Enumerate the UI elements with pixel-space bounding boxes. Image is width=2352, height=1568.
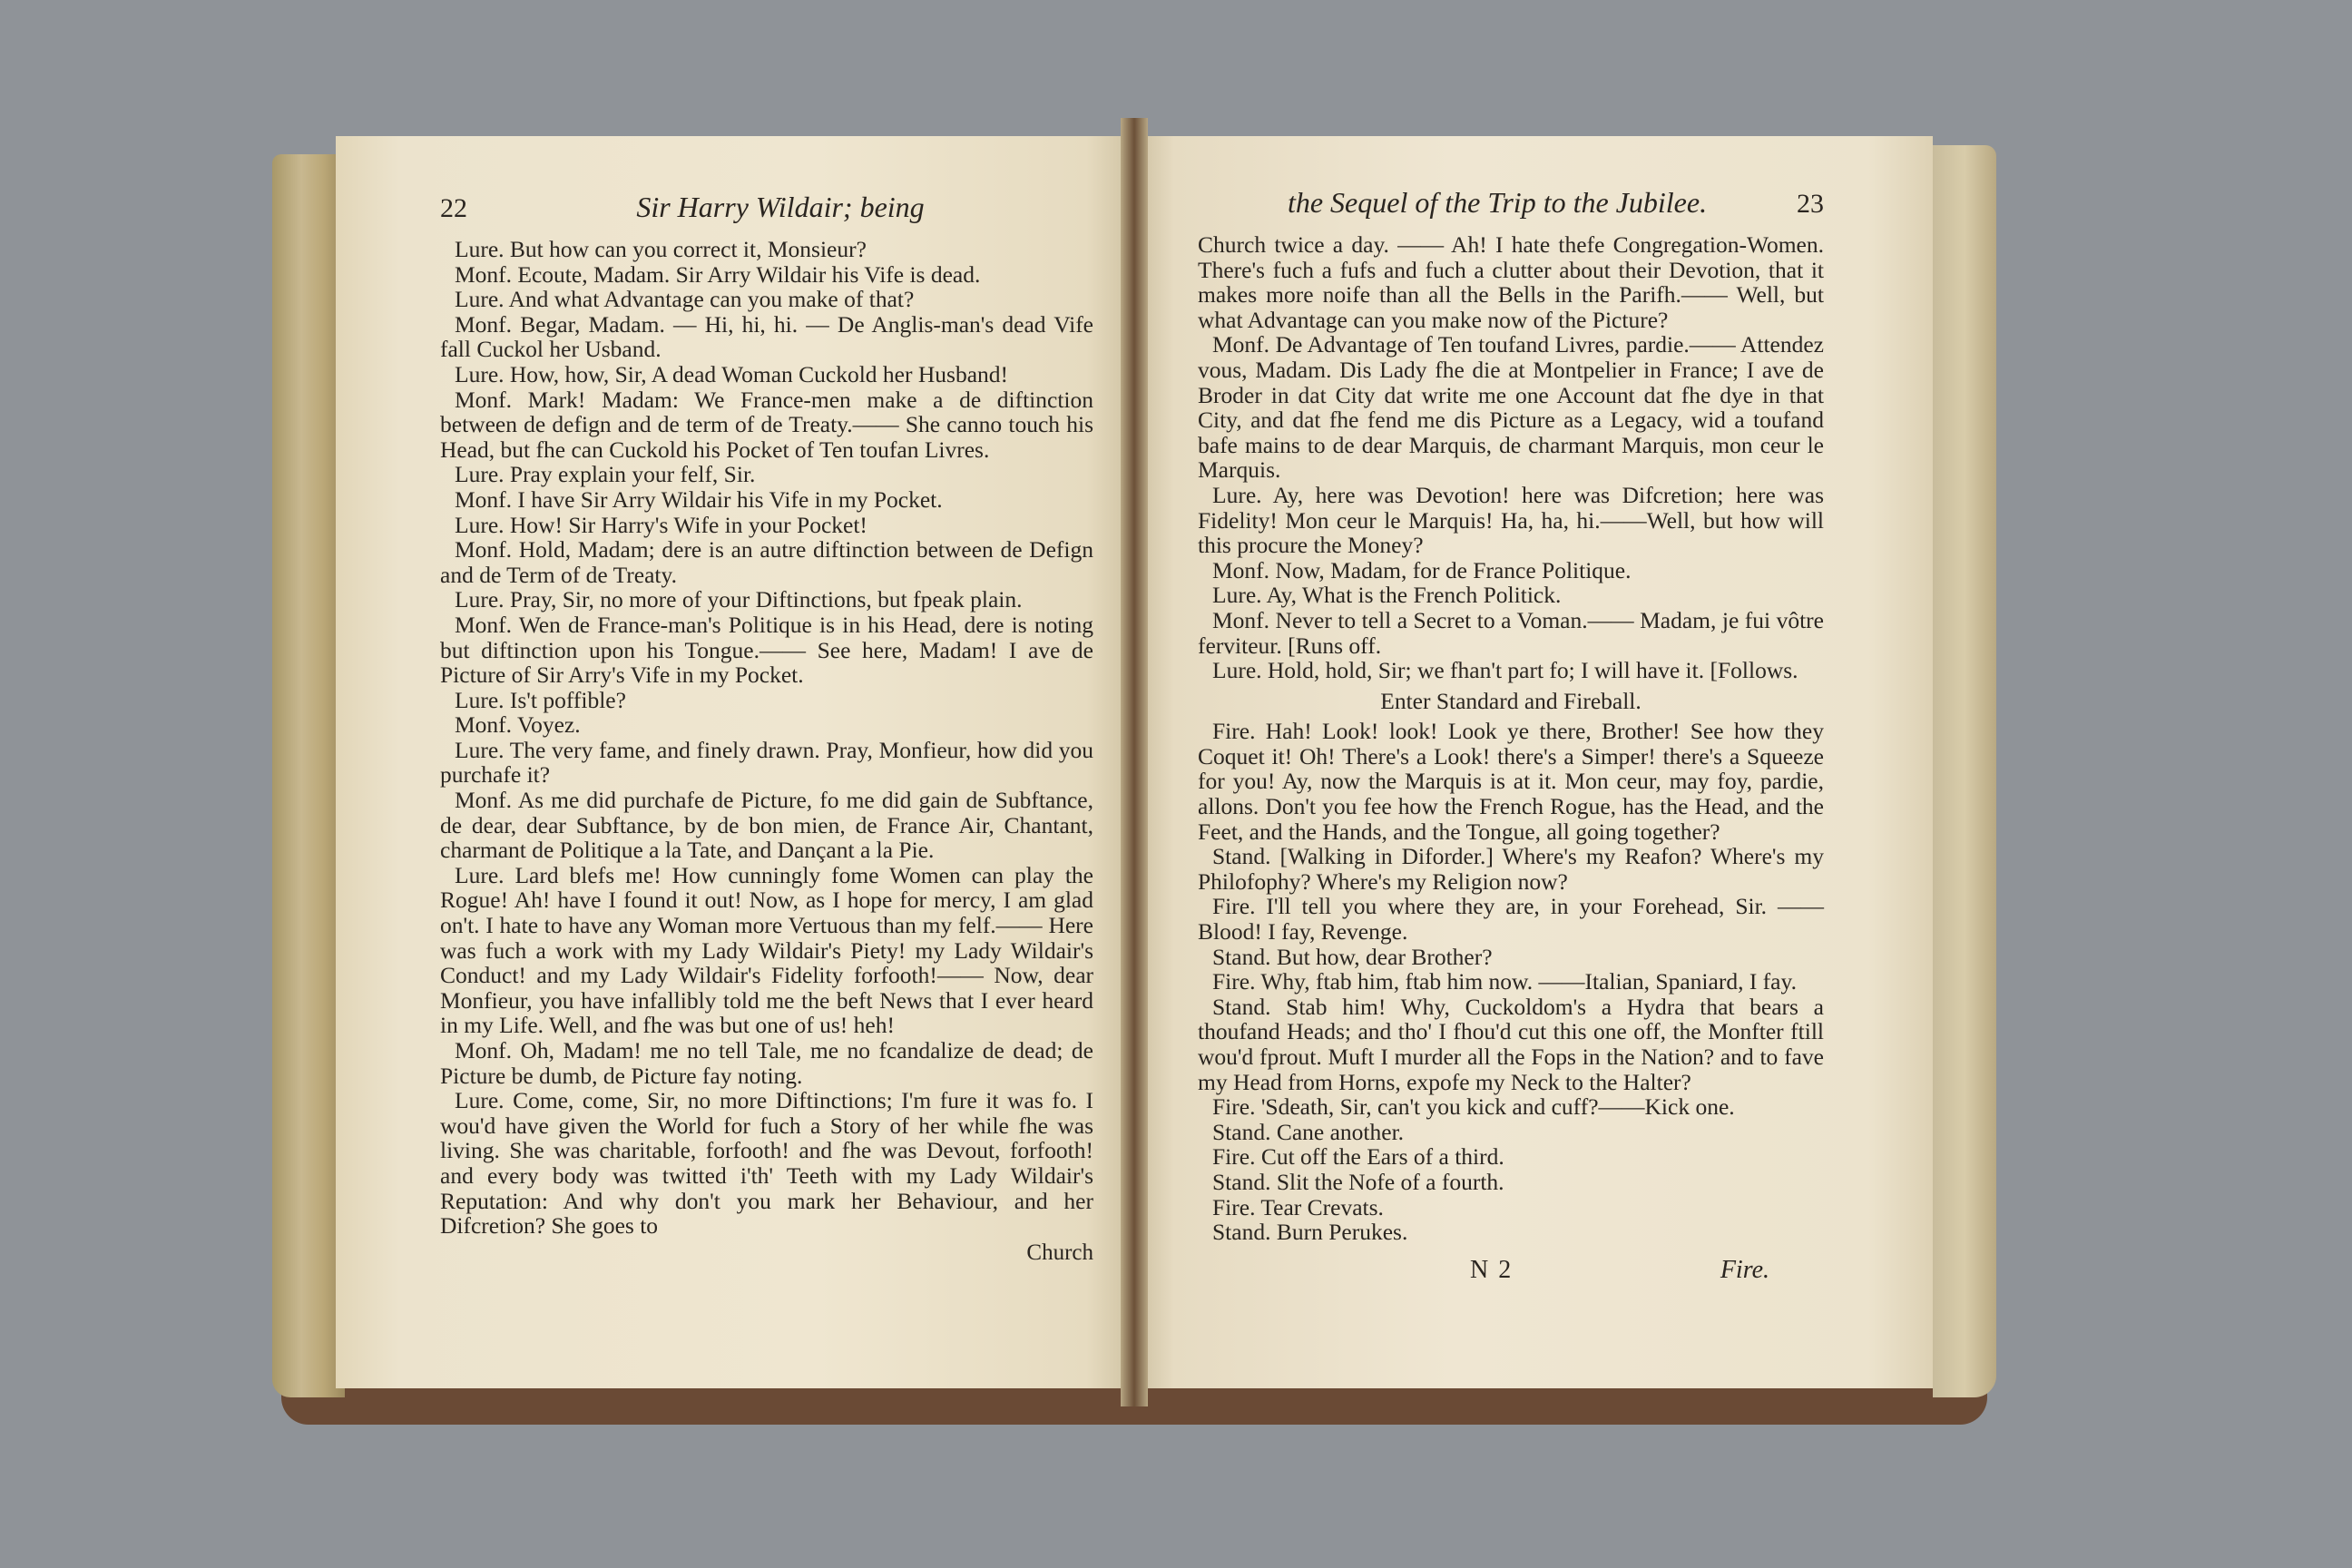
right-page <box>1134 136 1933 1388</box>
paragraph: Lure. Pray explain your felf, Sir. <box>455 461 756 488</box>
paragraph: Lure. And what Advantage can you make of that? <box>455 286 915 313</box>
paragraph: Stand. Stab him! Why, Cuckoldom's a Hydra that bears a thoufand Heads; and tho' I fhou'd cut this one off, the Monfter ftill wou'd fprout. Muft I murder all the Fops in the Nation? and to fave my Head from Horns, expofe my Neck to the Halter? <box>1198 993 1824 1095</box>
paragraph: Lure. How, how, Sir, A dead Woman Cuckold her Husband! <box>455 360 1009 387</box>
paragraph: Stand. Cane another. <box>1212 1118 1405 1145</box>
paragraph: Stand. Burn Perukes. <box>1212 1219 1408 1246</box>
paragraph: Monf. Begar, Madam. — Hi, hi, hi. — De Anglis-man's dead Vife fall Cuckol her Usband. <box>440 310 1093 363</box>
left-header <box>440 191 1093 224</box>
right-text <box>1198 232 1824 1245</box>
running-head: the Sequel of the Trip to the Jubilee. <box>1287 186 1708 219</box>
paragraph: Lure. Come, come, Sir, no more Diftinctions; I'm fure it was fo. I wou'd have given the World for fuch a Story of her while fhe was living. She was charitable, forfooth! and fhe was Devout, forfooth! and every body was twitted i'th' Teeth with my Lady Wildair's Reputation: And why don't you mark her Behaviour, and her Difcretion? She goes to <box>440 1087 1093 1240</box>
paragraph: Monf. Mark! Madam: We France-men make a de diftinction between de defign and de term of de Treaty.—— She canno touch his Head, but fhe can Cuckold his Pocket of Ten toufan Livres. <box>440 386 1093 463</box>
paragraph: Lure. The very fame, and finely drawn. Pray, Monfieur, how did you purchafe it? <box>440 736 1093 789</box>
paragraph: Monf. As me did purchafe de Picture, fo me did gain de Subftance, de dear, dear Subftance, by de bon mien, de France Air, Chantant, charmant de Politique a la Tate, and Dançant a la Pie. <box>440 787 1093 864</box>
paragraph: Lure. Pray, Sir, no more of your Diftinctions, but fpeak plain. <box>455 586 1023 613</box>
left-page <box>336 136 1134 1388</box>
open-book <box>272 118 1996 1425</box>
paragraph: Lure. How! Sir Harry's Wife in your Pocket! <box>455 511 867 538</box>
paragraph: Stand. [Walking in Diforder.] Where's my Reafon? Where's my Philofophy? Where's my Religion now? <box>1198 843 1824 895</box>
paragraph: Monf. De Advantage of Ten toufand Livres, pardie.—— Attendez vous, Madam. Dis Lady fhe die at Montpelier in France; I ave de Broder in dat City dat write me one Account dat fhe dye in that City, and dat fhe fend me dis Picture as a Legacy, wid a toufand bafe mains to de dear Marquis, de charmant Marquis, mon ceur le Marquis. <box>1198 331 1824 484</box>
paragraph: Monf. Now, Madam, for de France Politique. <box>1212 556 1632 583</box>
paragraph: Lure. Ay, here was Devotion! here was Difcretion; here was Fidelity! Mon ceur le Marquis! Ha, ha, hi.——Well, but how will this procure the Money? <box>1198 481 1824 559</box>
page-number: 22 <box>440 193 467 223</box>
paragraph: Lure. But how can you correct it, Monsieur? <box>455 236 867 262</box>
paragraph: Fire. Tear Crevats. <box>1212 1193 1384 1220</box>
right-footer <box>1198 1256 1824 1285</box>
paragraph: Fire. Hah! Look! look! Look ye there, Brother! See how they Coquet it! Oh! There's a Look! there's a Simper! there's a Squeeze for you! Ay, now the Marquis is at it. Mon ceur, may foy, pardie, allons. Don't you fee how the French Rogue, has the Head, and the Feet, and the Hands, and the Tongue, all going together? <box>1198 718 1824 845</box>
running-head: Sir Harry Wildair; being <box>636 191 925 223</box>
stage-direction: Enter Standard and Fireball. <box>1380 687 1642 714</box>
page-block-right <box>1933 145 1996 1397</box>
paragraph: Fire. I'll tell you where they are, in your Forehead, Sir. ——Blood! I fay, Revenge. <box>1198 893 1824 946</box>
book-gutter <box>1121 118 1148 1406</box>
paragraph: Fire. 'Sdeath, Sir, can't you kick and cuff?——Kick one. <box>1212 1093 1735 1121</box>
page-number: 23 <box>1797 189 1824 219</box>
paragraph: Monf. Hold, Madam; dere is an autre diftinction between de Defign and de Term of de Treaty. <box>440 536 1093 588</box>
paragraph: Lure. Lard blefs me! How cunningly fome Women can play the Rogue! Ah! have I found it out! Now, as I hope for mercy, I am glad on't. I hate to have any Woman more Vertuous than my felf.—— Here was fuch a work with my Lady Wildair's Piety! my Lady Wildair's Conduct! and my Lady Wildair's Fidelity forfooth!—— Now, dear Monfieur, you have infallibly told me the beft News that I ever heard in my Life. Well, and fhe was but one of us! heh! <box>440 861 1093 1039</box>
right-header <box>1198 186 1824 220</box>
paragraph: Lure. Is't poffible? <box>455 686 626 713</box>
paragraph: Monf. Never to tell a Secret to a Voman.—— Madam, je fui vôtre ferviteur. [Runs off. <box>1198 606 1824 659</box>
paragraph: Monf. Wen de France-man's Politique is in his Head, dere is noting but diftinction upon his Tongue.—— See here, Madam! I ave de Picture of Sir Arry's Vife in my Pocket. <box>440 611 1093 689</box>
paragraph: Monf. Voyez. <box>455 711 581 739</box>
signature-mark: N 2 <box>1470 1255 1514 1284</box>
paragraph: Lure. Hold, hold, Sir; we fhan't part fo; I will have it. [Follows. <box>1212 657 1798 684</box>
left-text <box>440 237 1093 1239</box>
paragraph: Monf. I have Sir Arry Wildair his Vife in my Pocket. <box>455 485 943 513</box>
paragraph: Monf. Oh, Madam! me no tell Tale, me no fcandalize de dead; de Picture be dumb, de Picture fay noting. <box>440 1037 1093 1089</box>
catchword: Church <box>1026 1240 1093 1265</box>
catchword: Fire. <box>1720 1255 1769 1284</box>
paragraph: Church twice a day. —— Ah! I hate thefe Congregation-Women. There's fuch a fufs and fuch a clutter about their Devotion, that it makes more noife than all the Bells in the Parifh.—— Well, but what Advantage can you make now of the Picture? <box>1198 231 1824 333</box>
paragraph: Fire. Cut off the Ears of a third. <box>1212 1143 1504 1171</box>
paragraph: Stand. Slit the Nofe of a fourth. <box>1212 1168 1504 1195</box>
page-block-left <box>272 154 345 1397</box>
paragraph: Monf. Ecoute, Madam. Sir Arry Wildair his Vife is dead. <box>455 260 981 288</box>
paragraph: Fire. Why, ftab him, ftab him now. ——Italian, Spaniard, I fay. <box>1212 968 1797 995</box>
paragraph: Stand. But how, dear Brother? <box>1212 943 1493 970</box>
paragraph: Lure. Ay, What is the French Politick. <box>1212 582 1562 609</box>
